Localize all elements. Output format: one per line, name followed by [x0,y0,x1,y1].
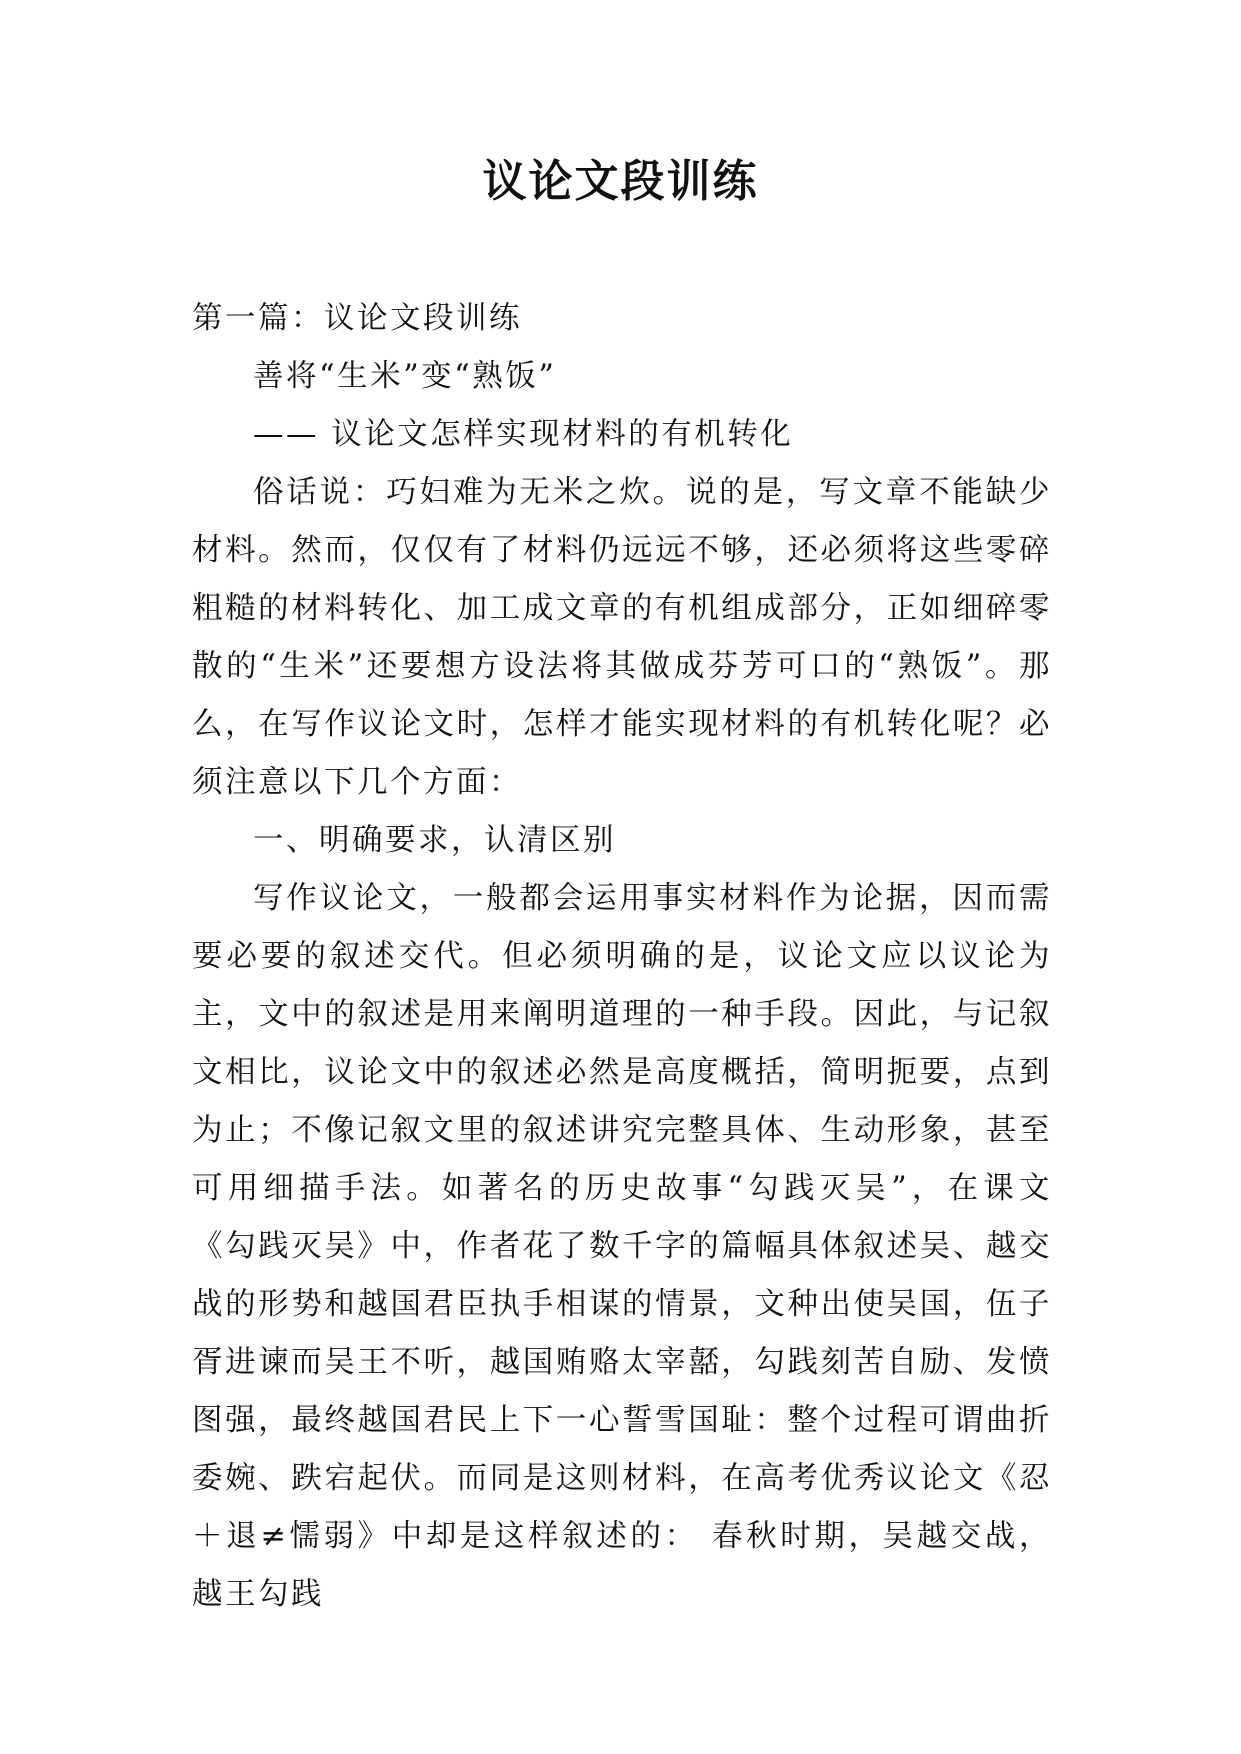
article-title: 善将“生米”变“熟饭” [253,359,557,394]
document-title: 议论文段训练 [482,156,759,207]
paragraph-section-heading: 一、明确要求，认清区别 [253,823,616,858]
paragraph-intro: 俗话说：巧妇难为无米之炊。说的是，写文章不能缺少材料。然而，仅仅有了材料仍远远不够，还必须将这些零碎粗糙的材料转化、加工成文章的有机组成部分，正如细碎零散的“生米”还要想方设法将其做成芬芳可口的“熟饭”。那么，在写作议论文时，怎样才能实现材料的有机转化呢？必须注意以下几个方面： [192,475,1052,800]
article-subtitle: —— 议论文怎样实现材料的有机转化 [253,417,794,452]
document-body [192,290,1052,1624]
paragraph-body: 写作议论文，一般都会运用事实材料作为论据，因而需要必要的叙述交代。但必须明确的是，议论文应以议论为主，文中的叙述是用来阐明道理的一种手段。因此，与记叙文相比，议论文中的叙述必然是高度概括，简明扼要，点到为止；不像记叙文里的叙述讲究完整具体、生动形象，甚至可用细描手法。如著名的历史故事“勾践灭吴”，在课文《勾践灭吴》中，作者花了数千字的篇幅具体叙述吴、越交战的形势和越国君臣执手相谋的情景，文种出使吴国，伍子胥进谏而吴王不听，越国贿赂太宰嚭，勾践刻苦自励、发愤图强，最终越国君民上下一心誓雪国耻：整个过程可谓曲折委婉、跌宕起伏。而同是这则材料，在高考优秀议论文《忍＋退≠懦弱》中却是这样叙述的： 春秋时期，吴越交战，越王勾践 [192,881,1052,1612]
section-heading: 第一篇：议论文段训练 [192,301,522,336]
